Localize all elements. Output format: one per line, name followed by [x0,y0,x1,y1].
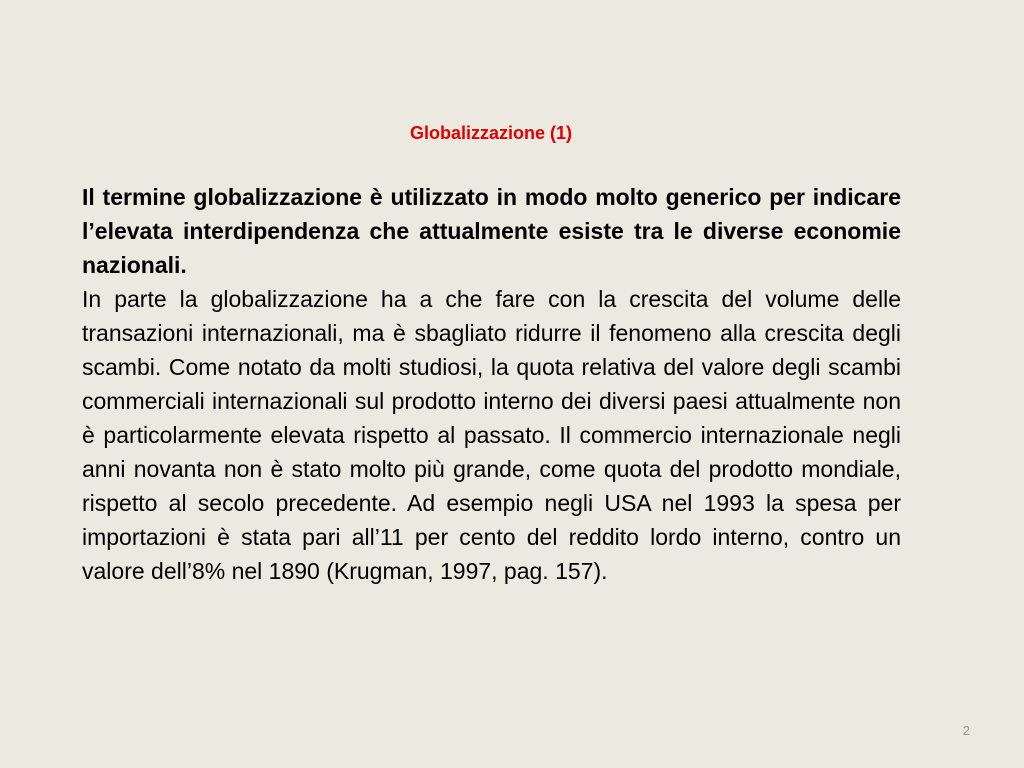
slide-title: Globalizzazione (1) [409,123,573,143]
lead-paragraph: Il termine globalizzazione è utilizzato in modo molto generico per indicare l’elevata interdipendenza che attualmente esiste tra le diverse economie nazionali. [82,184,901,278]
page-number: 2 [962,723,970,738]
body-paragraph: In parte la globalizzazione ha a che fare con la crescita del volume delle transazioni internazionali, ma è sbagliato ridurre il fenomeno alla crescita degli scambi. Come notato da molti studiosi, la quota relativa del valore degli scambi commerciali internazionali sul prodotto interno dei diversi paesi attualmente non è particolarmente elevata rispetto al passato. Il commercio internazionale negli anni novanta non è stato molto più grande, come quota del prodotto mondiale, rispetto al secolo precedente. Ad esempio negli USA nel 1993 la spesa per importazioni è stata pari all’11 per cento del reddito lordo interno, contro un valore dell’8% nel 1890 (Krugman, 1997, pag. 157). [82,286,901,584]
slide-body [82,180,901,588]
